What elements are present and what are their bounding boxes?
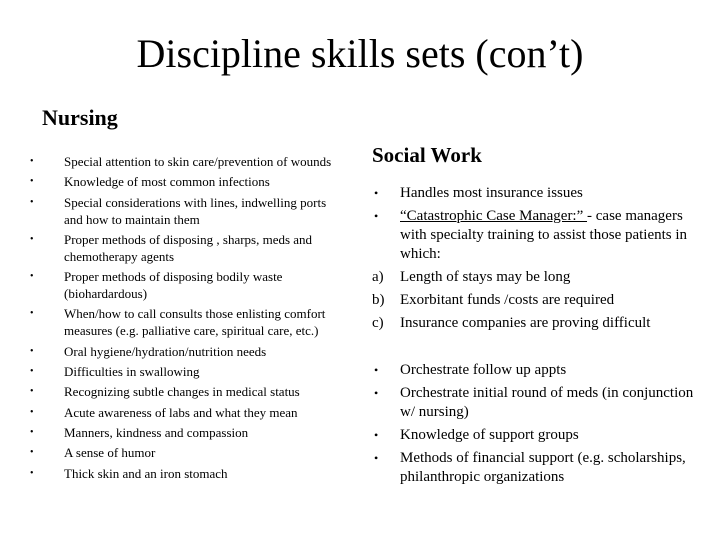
list-item-text: Exorbitant funds /costs are required [400,292,615,308]
bullet-icon: • [30,233,34,245]
list-item [28,465,348,482]
list-item-text: Proper methods of disposing bodily waste (biohardardous) [64,269,283,302]
bullet-icon: • [30,426,34,438]
bullet-icon: • [30,308,34,320]
list-item [372,268,702,287]
social-work-lettered-list [372,268,702,337]
list-item [28,153,348,170]
list-item [28,424,348,441]
list-item-text: Oral hygiene/hydration/nutrition needs [64,343,267,359]
list-item-text: A sense of humor [64,445,156,461]
list-item-text: Length of stays may be long [400,269,571,285]
list-item [28,363,348,380]
list-item-text: Orchestrate initial round of meds (in conjunction w/ nursing) [400,385,694,420]
list-item-text: Handles most insurance issues [400,185,583,201]
list-item-text: Recognizing subtle changes in medical status [64,384,300,400]
bullet-icon: • [30,345,34,357]
bullet-icon: • [30,366,34,378]
list-item [28,383,348,400]
social-work-list-top [372,184,702,268]
list-item-text: Special attention to skin care/prevention of wounds [64,154,332,169]
list-item-text: Acute awareness of labs and what they mean [64,404,298,420]
list-marker: b) [372,292,385,308]
list-item [28,444,348,461]
list-item-text: Orchestrate follow up appts [400,362,567,378]
social-work-heading: Social Work [372,143,482,167]
bullet-icon: • [30,156,34,167]
list-item [28,268,348,302]
list-item [372,361,702,380]
list-item-text: Manners, kindness and compassion [64,424,249,440]
list-item [28,194,348,228]
list-item [372,314,702,333]
list-marker: c) [372,315,384,331]
bullet-icon: • [374,209,379,223]
list-item [372,384,702,422]
bullet-icon: • [30,271,34,283]
bullet-icon: • [30,196,34,208]
list-item-text: When/how to call consults those enlisting comfort measures (e.g. palliative care, spiritual care, etc.) [64,306,326,339]
list-marker: a) [372,269,384,285]
nursing-heading: Nursing [42,105,118,130]
bullet-icon: • [374,428,379,442]
list-item [372,449,702,487]
nursing-list [28,153,348,485]
list-item-text: Insurance companies are proving difficult [400,315,651,331]
list-item-text: Knowledge of most common infections [64,174,270,190]
bullet-icon: • [374,186,379,200]
list-item [28,305,348,339]
bullet-icon: • [374,451,379,465]
list-item [28,404,348,421]
list-item-text: Difficulties in swallowing [64,364,200,380]
bullet-icon: • [30,447,34,459]
list-item-text: Knowledge of support groups [400,427,579,443]
case-manager-description: - case managers with specialty training to assist those patients in which: [400,208,688,262]
list-item-case-manager [372,207,702,264]
list-item [372,184,702,203]
list-item-text: Methods of financial support (e.g. scholarships, philanthropic organizations [400,450,686,485]
bullet-icon: • [30,467,34,479]
bullet-icon: • [30,386,34,398]
case-manager-title: “Catastrophic Case Manager:” [400,208,588,224]
list-item-text: Thick skin and an iron stomach [64,465,228,481]
social-work-list-bottom [372,361,702,491]
list-item-text: Special considerations with lines, indwelling ports and how to maintain them [64,194,327,227]
list-item [28,231,348,265]
list-item [28,173,348,190]
bullet-icon: • [374,363,379,377]
bullet-icon: • [374,386,379,400]
list-item [372,426,702,445]
list-item [372,291,702,310]
list-item-text: Proper methods of disposing , sharps, meds and chemotherapy agents [64,231,313,264]
bullet-icon: • [30,406,34,418]
list-item [28,343,348,360]
bullet-icon: • [30,176,34,188]
slide-title: Discipline skills sets (con’t) [136,31,584,76]
